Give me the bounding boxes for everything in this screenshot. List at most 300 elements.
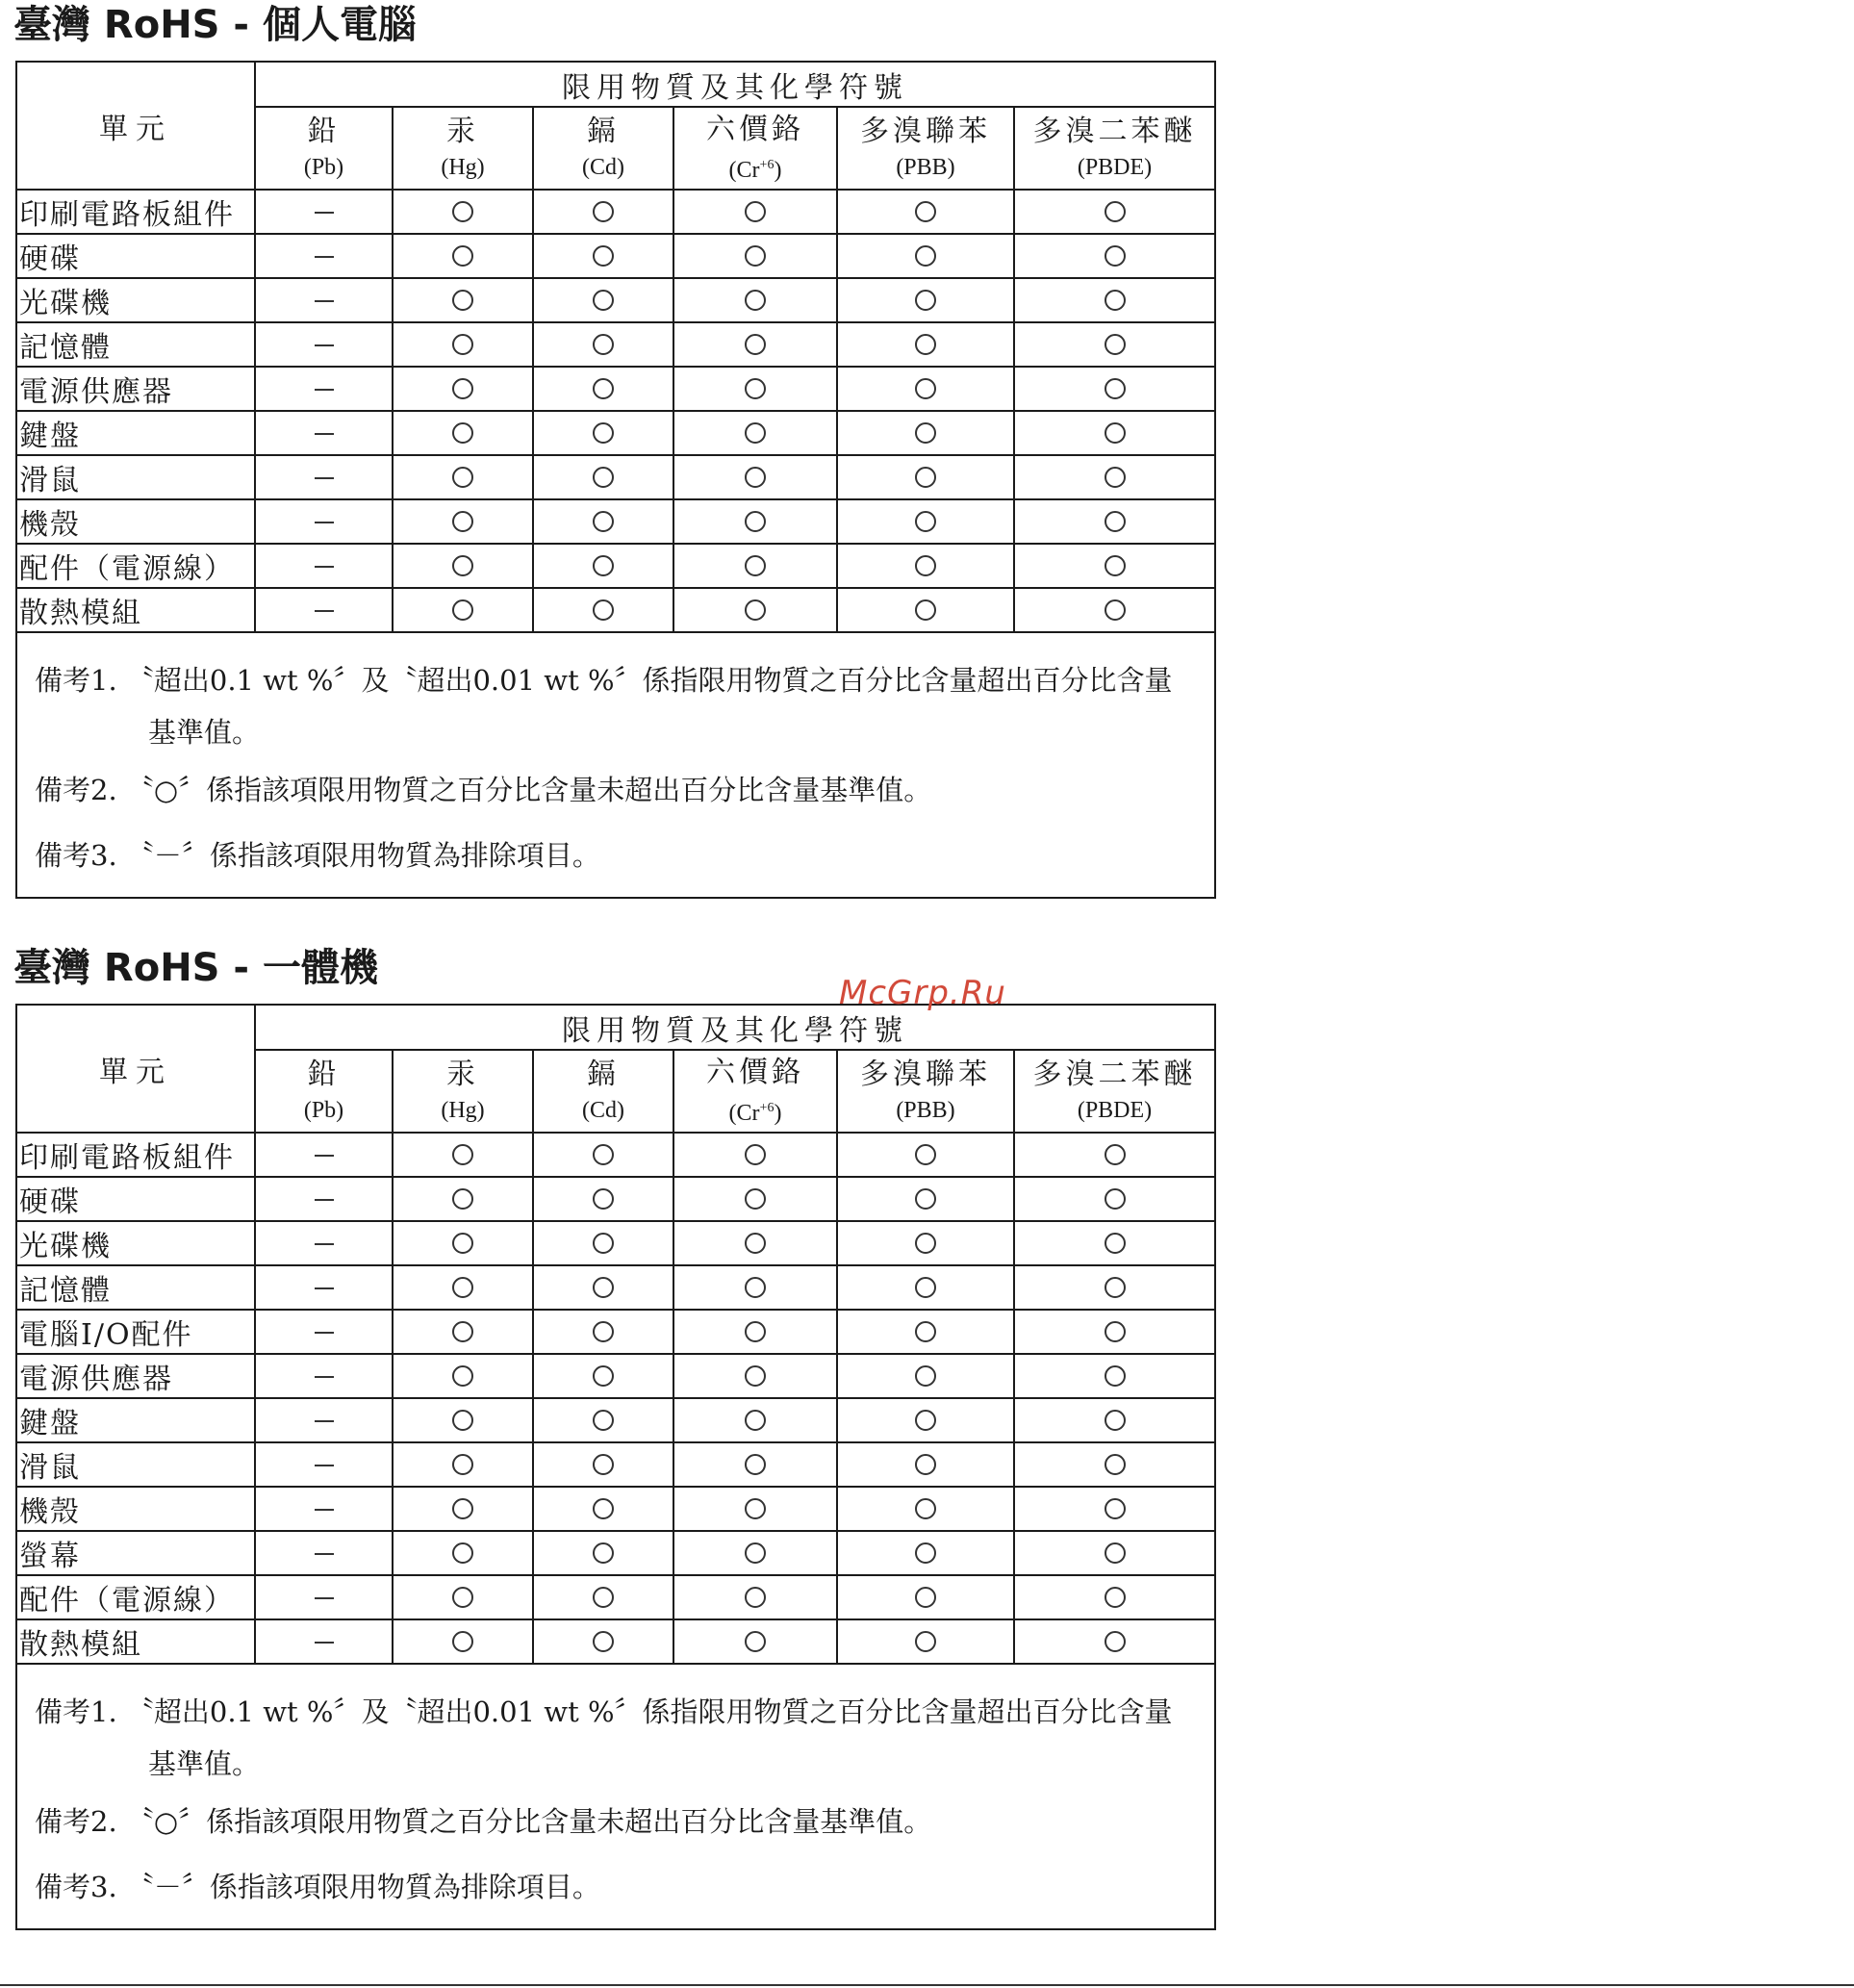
watermark: McGrp.Ru bbox=[839, 974, 1006, 1012]
substance-cell bbox=[533, 278, 673, 322]
circle-mark-icon bbox=[593, 1321, 614, 1342]
table-row bbox=[17, 1531, 1214, 1575]
circle-mark-icon bbox=[452, 1365, 473, 1387]
circle-mark-icon bbox=[1105, 1321, 1126, 1342]
unit-label: 電腦I/O配件 bbox=[17, 1310, 255, 1354]
substance-cell bbox=[255, 411, 393, 455]
note-2: 備考2. 〝○〞係指該項限用物質之百分比含量未超出百分比含量基準值。 bbox=[35, 774, 932, 806]
circle-mark-icon bbox=[915, 422, 936, 444]
substance-cell bbox=[673, 1575, 837, 1619]
substance-column-header bbox=[393, 107, 533, 190]
circle-mark-icon bbox=[915, 1188, 936, 1210]
substance-column-header bbox=[533, 1050, 673, 1133]
unit-label: 印刷電路板組件 bbox=[17, 1133, 255, 1177]
substance-cell bbox=[673, 1398, 837, 1442]
substance-cell bbox=[393, 455, 533, 499]
circle-mark-icon bbox=[1105, 290, 1126, 311]
circle-mark-icon bbox=[915, 1498, 936, 1519]
substance-cell bbox=[673, 588, 837, 632]
substance-symbol: $(Cr^{+6})$ bbox=[728, 1100, 782, 1126]
dash-mark-icon bbox=[315, 1642, 334, 1644]
substance-cell bbox=[673, 544, 837, 588]
circle-mark-icon bbox=[593, 511, 614, 532]
substance-cell bbox=[673, 1442, 837, 1487]
substance-cell bbox=[393, 1575, 533, 1619]
substance-cell bbox=[533, 1619, 673, 1664]
substance-name: 六價鉻 bbox=[706, 1055, 804, 1089]
unit-label: 散熱模組 bbox=[17, 1619, 255, 1664]
circle-mark-icon bbox=[745, 1587, 766, 1608]
substance-cell bbox=[533, 322, 673, 367]
unit-header: 單元 bbox=[17, 1006, 255, 1133]
substance-cell bbox=[1014, 588, 1214, 632]
unit-label: 機殼 bbox=[17, 499, 255, 544]
unit-label: 散熱模組 bbox=[17, 588, 255, 632]
substance-name: 鎘 bbox=[587, 115, 620, 148]
circle-mark-icon bbox=[593, 1410, 614, 1431]
substance-cell bbox=[393, 1442, 533, 1487]
substance-cell bbox=[673, 1531, 837, 1575]
substance-name: 多溴二苯醚 bbox=[1032, 1058, 1197, 1091]
dash-mark-icon bbox=[315, 522, 334, 523]
dash-mark-icon bbox=[315, 566, 334, 568]
substance-symbol: (Pb) bbox=[303, 1098, 344, 1123]
dash-mark-icon bbox=[315, 1376, 334, 1378]
substance-cell bbox=[1014, 1310, 1214, 1354]
substance-column-header bbox=[1014, 1050, 1214, 1133]
substance-cell bbox=[1014, 544, 1214, 588]
substance-cell bbox=[673, 1177, 837, 1221]
substance-column-header bbox=[393, 1050, 533, 1133]
circle-mark-icon bbox=[915, 1587, 936, 1608]
circle-mark-icon bbox=[745, 511, 766, 532]
substance-cell bbox=[255, 1354, 393, 1398]
substance-cell bbox=[673, 455, 837, 499]
circle-mark-icon bbox=[745, 1144, 766, 1165]
circle-mark-icon bbox=[593, 1631, 614, 1652]
substance-cell bbox=[673, 234, 837, 278]
rohs-table-pc bbox=[15, 61, 1216, 899]
substance-cell bbox=[837, 322, 1014, 367]
notes-block bbox=[17, 1665, 1214, 1928]
substance-cell bbox=[533, 1133, 673, 1177]
substance-name: 汞 bbox=[446, 115, 479, 148]
substance-cell bbox=[673, 411, 837, 455]
circle-mark-icon bbox=[745, 378, 766, 399]
substance-cell bbox=[1014, 1575, 1214, 1619]
substance-cell bbox=[1014, 1221, 1214, 1265]
circle-mark-icon bbox=[915, 1321, 936, 1342]
circle-mark-icon bbox=[452, 1587, 473, 1608]
substance-column-header bbox=[837, 107, 1014, 190]
substance-cell bbox=[837, 588, 1014, 632]
unit-label: 記憶體 bbox=[17, 322, 255, 367]
substance-cell bbox=[837, 1265, 1014, 1310]
circle-mark-icon bbox=[1105, 1365, 1126, 1387]
restricted-substances-header: 限用物質及其化學符號 bbox=[255, 1006, 1214, 1050]
substance-cell bbox=[533, 544, 673, 588]
circle-mark-icon bbox=[1105, 1631, 1126, 1652]
unit-label: 滑鼠 bbox=[17, 455, 255, 499]
substance-cell bbox=[1014, 1531, 1214, 1575]
substance-table bbox=[17, 63, 1214, 633]
circle-mark-icon bbox=[745, 1365, 766, 1387]
circle-mark-icon bbox=[452, 201, 473, 222]
dash-mark-icon bbox=[315, 1243, 334, 1245]
substance-cell bbox=[673, 190, 837, 234]
circle-mark-icon bbox=[593, 1365, 614, 1387]
note-3: 備考3. 〝－〞係指該項限用物質為排除項目。 bbox=[35, 839, 600, 872]
circle-mark-icon bbox=[1105, 245, 1126, 267]
substance-cell bbox=[255, 1177, 393, 1221]
circle-mark-icon bbox=[593, 555, 614, 576]
substance-cell bbox=[533, 1531, 673, 1575]
table-row bbox=[17, 544, 1214, 588]
substance-cell bbox=[837, 499, 1014, 544]
circle-mark-icon bbox=[593, 1144, 614, 1165]
substance-cell bbox=[393, 411, 533, 455]
dash-mark-icon bbox=[315, 1332, 334, 1334]
circle-mark-icon bbox=[1105, 1410, 1126, 1431]
substance-cell bbox=[533, 1487, 673, 1531]
dash-mark-icon bbox=[315, 1509, 334, 1511]
substance-table bbox=[17, 1006, 1214, 1665]
substance-symbol: (PBB) bbox=[896, 1098, 955, 1123]
substance-cell bbox=[255, 1221, 393, 1265]
substance-cell bbox=[255, 499, 393, 544]
substance-name: 多溴二苯醚 bbox=[1032, 115, 1197, 148]
substance-cell bbox=[837, 1619, 1014, 1664]
substance-column-header bbox=[837, 1050, 1014, 1133]
substance-cell bbox=[1014, 1177, 1214, 1221]
unit-label: 電源供應器 bbox=[17, 367, 255, 411]
substance-column-header bbox=[533, 107, 673, 190]
substance-cell bbox=[837, 1354, 1014, 1398]
substance-cell bbox=[1014, 367, 1214, 411]
rohs-table-aio bbox=[15, 1004, 1216, 1930]
substance-cell bbox=[533, 1575, 673, 1619]
substance-cell bbox=[837, 1531, 1014, 1575]
substance-cell bbox=[837, 278, 1014, 322]
substance-cell bbox=[255, 1531, 393, 1575]
circle-mark-icon bbox=[915, 1144, 936, 1165]
circle-mark-icon bbox=[1105, 1587, 1126, 1608]
circle-mark-icon bbox=[452, 378, 473, 399]
circle-mark-icon bbox=[1105, 1454, 1126, 1475]
circle-mark-icon bbox=[1105, 1188, 1126, 1210]
substance-cell bbox=[255, 1398, 393, 1442]
unit-label: 鍵盤 bbox=[17, 411, 255, 455]
unit-label: 機殼 bbox=[17, 1487, 255, 1531]
substance-symbol: (PBB) bbox=[896, 155, 955, 180]
circle-mark-icon bbox=[745, 422, 766, 444]
dash-mark-icon bbox=[315, 1287, 334, 1289]
substance-cell bbox=[533, 455, 673, 499]
circle-mark-icon bbox=[915, 599, 936, 621]
substance-column-header bbox=[673, 1050, 837, 1133]
substance-cell bbox=[533, 1177, 673, 1221]
substance-cell bbox=[837, 544, 1014, 588]
substance-cell bbox=[1014, 1354, 1214, 1398]
substance-cell bbox=[533, 499, 673, 544]
circle-mark-icon bbox=[452, 599, 473, 621]
substance-cell bbox=[393, 1487, 533, 1531]
bottom-divider bbox=[0, 1984, 1854, 1986]
substance-cell bbox=[255, 1442, 393, 1487]
note-1: 備考1. 〝超出0.1 wt %〞及〝超出0.01 wt %〞係指限用物質之百分比含量超出百分比含量 bbox=[35, 1695, 1173, 1728]
unit-label: 螢幕 bbox=[17, 1531, 255, 1575]
circle-mark-icon bbox=[1105, 1542, 1126, 1564]
circle-mark-icon bbox=[1105, 1498, 1126, 1519]
substance-name: 鉛 bbox=[307, 115, 341, 148]
circle-mark-icon bbox=[1105, 422, 1126, 444]
circle-mark-icon bbox=[915, 1277, 936, 1298]
notes-block bbox=[17, 633, 1214, 897]
substance-name: 多溴聯苯 bbox=[860, 115, 991, 148]
circle-mark-icon bbox=[745, 334, 766, 355]
circle-mark-icon bbox=[915, 511, 936, 532]
substance-symbol: (Cd) bbox=[582, 1098, 624, 1123]
unit-label: 硬碟 bbox=[17, 234, 255, 278]
dash-mark-icon bbox=[315, 1465, 334, 1466]
substance-cell bbox=[393, 499, 533, 544]
substance-cell bbox=[533, 1398, 673, 1442]
dash-mark-icon bbox=[315, 610, 334, 612]
circle-mark-icon bbox=[915, 201, 936, 222]
substance-cell bbox=[837, 234, 1014, 278]
substance-cell bbox=[837, 190, 1014, 234]
substance-cell bbox=[255, 367, 393, 411]
substance-cell bbox=[393, 1398, 533, 1442]
circle-mark-icon bbox=[915, 555, 936, 576]
circle-mark-icon bbox=[745, 1233, 766, 1254]
substance-symbol: (Cd) bbox=[582, 155, 624, 180]
substance-cell bbox=[255, 1575, 393, 1619]
circle-mark-icon bbox=[593, 1277, 614, 1298]
circle-mark-icon bbox=[745, 467, 766, 488]
circle-mark-icon bbox=[1105, 1144, 1126, 1165]
substance-cell bbox=[673, 322, 837, 367]
circle-mark-icon bbox=[593, 1454, 614, 1475]
substance-cell bbox=[1014, 1265, 1214, 1310]
dash-mark-icon bbox=[315, 212, 334, 214]
table-row bbox=[17, 322, 1214, 367]
substance-cell bbox=[255, 278, 393, 322]
circle-mark-icon bbox=[915, 1542, 936, 1564]
note-1: 備考1. 〝超出0.1 wt %〞及〝超出0.01 wt %〞係指限用物質之百分比含量超出百分比含量 bbox=[35, 664, 1173, 697]
table-row bbox=[17, 234, 1214, 278]
circle-mark-icon bbox=[745, 1498, 766, 1519]
circle-mark-icon bbox=[915, 1410, 936, 1431]
circle-mark-icon bbox=[915, 290, 936, 311]
table-row bbox=[17, 1442, 1214, 1487]
note-1-continued: 基準值。 bbox=[148, 1747, 261, 1780]
substance-cell bbox=[673, 1619, 837, 1664]
substance-cell bbox=[533, 1310, 673, 1354]
substance-cell bbox=[393, 544, 533, 588]
substance-cell bbox=[837, 367, 1014, 411]
circle-mark-icon bbox=[452, 334, 473, 355]
substance-name: 汞 bbox=[446, 1058, 479, 1091]
substance-cell bbox=[255, 455, 393, 499]
table-row bbox=[17, 411, 1214, 455]
dash-mark-icon bbox=[315, 256, 334, 258]
substance-cell bbox=[393, 367, 533, 411]
substance-cell bbox=[1014, 190, 1214, 234]
unit-label: 印刷電路板組件 bbox=[17, 190, 255, 234]
substance-name: 多溴聯苯 bbox=[860, 1058, 991, 1091]
circle-mark-icon bbox=[593, 378, 614, 399]
dash-mark-icon bbox=[315, 1553, 334, 1555]
table-row bbox=[17, 1133, 1214, 1177]
circle-mark-icon bbox=[915, 334, 936, 355]
circle-mark-icon bbox=[452, 1542, 473, 1564]
unit-label: 硬碟 bbox=[17, 1177, 255, 1221]
substance-cell bbox=[393, 1531, 533, 1575]
substance-cell bbox=[837, 455, 1014, 499]
substance-cell bbox=[393, 278, 533, 322]
substance-cell bbox=[673, 1487, 837, 1531]
circle-mark-icon bbox=[593, 201, 614, 222]
circle-mark-icon bbox=[452, 1321, 473, 1342]
circle-mark-icon bbox=[745, 1410, 766, 1431]
circle-mark-icon bbox=[452, 245, 473, 267]
circle-mark-icon bbox=[1105, 378, 1126, 399]
substance-cell bbox=[837, 1442, 1014, 1487]
circle-mark-icon bbox=[915, 1631, 936, 1652]
circle-mark-icon bbox=[745, 245, 766, 267]
substance-name: 鎘 bbox=[587, 1058, 620, 1091]
substance-cell bbox=[1014, 1398, 1214, 1442]
substance-cell bbox=[393, 1354, 533, 1398]
substance-cell bbox=[393, 190, 533, 234]
circle-mark-icon bbox=[593, 1188, 614, 1210]
substance-cell bbox=[673, 367, 837, 411]
circle-mark-icon bbox=[745, 290, 766, 311]
circle-mark-icon bbox=[452, 467, 473, 488]
section-title-aio: 臺灣 RoHS - 一體機 bbox=[13, 946, 378, 990]
unit-label: 滑鼠 bbox=[17, 1442, 255, 1487]
substance-cell bbox=[393, 1265, 533, 1310]
circle-mark-icon bbox=[452, 1233, 473, 1254]
substance-symbol: (Hg) bbox=[441, 1098, 485, 1123]
substance-symbol: (PBDE) bbox=[1077, 1098, 1153, 1123]
substance-cell bbox=[673, 1221, 837, 1265]
dash-mark-icon bbox=[315, 344, 334, 346]
substance-cell bbox=[673, 1133, 837, 1177]
substance-cell bbox=[255, 190, 393, 234]
table-row bbox=[17, 1575, 1214, 1619]
circle-mark-icon bbox=[452, 1188, 473, 1210]
section-title-pc: 臺灣 RoHS - 個人電腦 bbox=[13, 3, 417, 47]
dash-mark-icon bbox=[315, 389, 334, 391]
substance-cell bbox=[1014, 499, 1214, 544]
substance-cell bbox=[1014, 234, 1214, 278]
substance-cell bbox=[1014, 1133, 1214, 1177]
substance-cell bbox=[533, 1354, 673, 1398]
circle-mark-icon bbox=[915, 467, 936, 488]
table-row bbox=[17, 1487, 1214, 1531]
substance-name: 六價鉻 bbox=[706, 112, 804, 146]
table-row bbox=[17, 588, 1214, 632]
substance-column-header bbox=[1014, 107, 1214, 190]
substance-name: 鉛 bbox=[307, 1058, 341, 1091]
circle-mark-icon bbox=[593, 1542, 614, 1564]
unit-label: 配件（電源線） bbox=[17, 1575, 255, 1619]
circle-mark-icon bbox=[745, 1631, 766, 1652]
circle-mark-icon bbox=[745, 1277, 766, 1298]
circle-mark-icon bbox=[593, 422, 614, 444]
circle-mark-icon bbox=[745, 201, 766, 222]
substance-column-header bbox=[255, 1050, 393, 1133]
header-row-group bbox=[17, 1006, 1214, 1050]
substance-cell bbox=[255, 544, 393, 588]
substance-cell bbox=[837, 1133, 1014, 1177]
circle-mark-icon bbox=[593, 599, 614, 621]
table-row bbox=[17, 1354, 1214, 1398]
substance-cell bbox=[533, 411, 673, 455]
substance-symbol: (PBDE) bbox=[1077, 155, 1153, 180]
substance-cell bbox=[673, 278, 837, 322]
circle-mark-icon bbox=[915, 1365, 936, 1387]
substance-cell bbox=[393, 234, 533, 278]
circle-mark-icon bbox=[452, 422, 473, 444]
circle-mark-icon bbox=[593, 467, 614, 488]
substance-cell bbox=[837, 1177, 1014, 1221]
table-row bbox=[17, 1221, 1214, 1265]
circle-mark-icon bbox=[1105, 467, 1126, 488]
circle-mark-icon bbox=[452, 1454, 473, 1475]
dash-mark-icon bbox=[315, 1420, 334, 1422]
unit-label: 配件（電源線） bbox=[17, 544, 255, 588]
dash-mark-icon bbox=[315, 300, 334, 302]
substance-cell bbox=[1014, 1487, 1214, 1531]
substance-cell bbox=[393, 1310, 533, 1354]
substance-cell bbox=[1014, 1442, 1214, 1487]
table-row bbox=[17, 278, 1214, 322]
substance-cell bbox=[393, 1619, 533, 1664]
circle-mark-icon bbox=[452, 1631, 473, 1652]
circle-mark-icon bbox=[1105, 201, 1126, 222]
substance-cell bbox=[393, 1177, 533, 1221]
circle-mark-icon bbox=[915, 1454, 936, 1475]
substance-cell bbox=[837, 1487, 1014, 1531]
unit-label: 電源供應器 bbox=[17, 1354, 255, 1398]
circle-mark-icon bbox=[1105, 1277, 1126, 1298]
substance-cell bbox=[673, 1265, 837, 1310]
circle-mark-icon bbox=[915, 245, 936, 267]
substance-cell bbox=[255, 1619, 393, 1664]
substance-cell bbox=[533, 1442, 673, 1487]
unit-label: 鍵盤 bbox=[17, 1398, 255, 1442]
circle-mark-icon bbox=[745, 599, 766, 621]
substance-cell bbox=[837, 411, 1014, 455]
circle-mark-icon bbox=[452, 511, 473, 532]
substance-cell bbox=[533, 234, 673, 278]
substance-cell bbox=[255, 1487, 393, 1531]
substance-cell bbox=[1014, 1619, 1214, 1664]
substance-cell bbox=[255, 1265, 393, 1310]
substance-cell bbox=[255, 322, 393, 367]
substance-cell bbox=[1014, 411, 1214, 455]
circle-mark-icon bbox=[593, 1233, 614, 1254]
circle-mark-icon bbox=[745, 1188, 766, 1210]
table-row bbox=[17, 1265, 1214, 1310]
circle-mark-icon bbox=[915, 378, 936, 399]
substance-cell bbox=[533, 190, 673, 234]
substance-cell bbox=[533, 1221, 673, 1265]
table-row bbox=[17, 1310, 1214, 1354]
